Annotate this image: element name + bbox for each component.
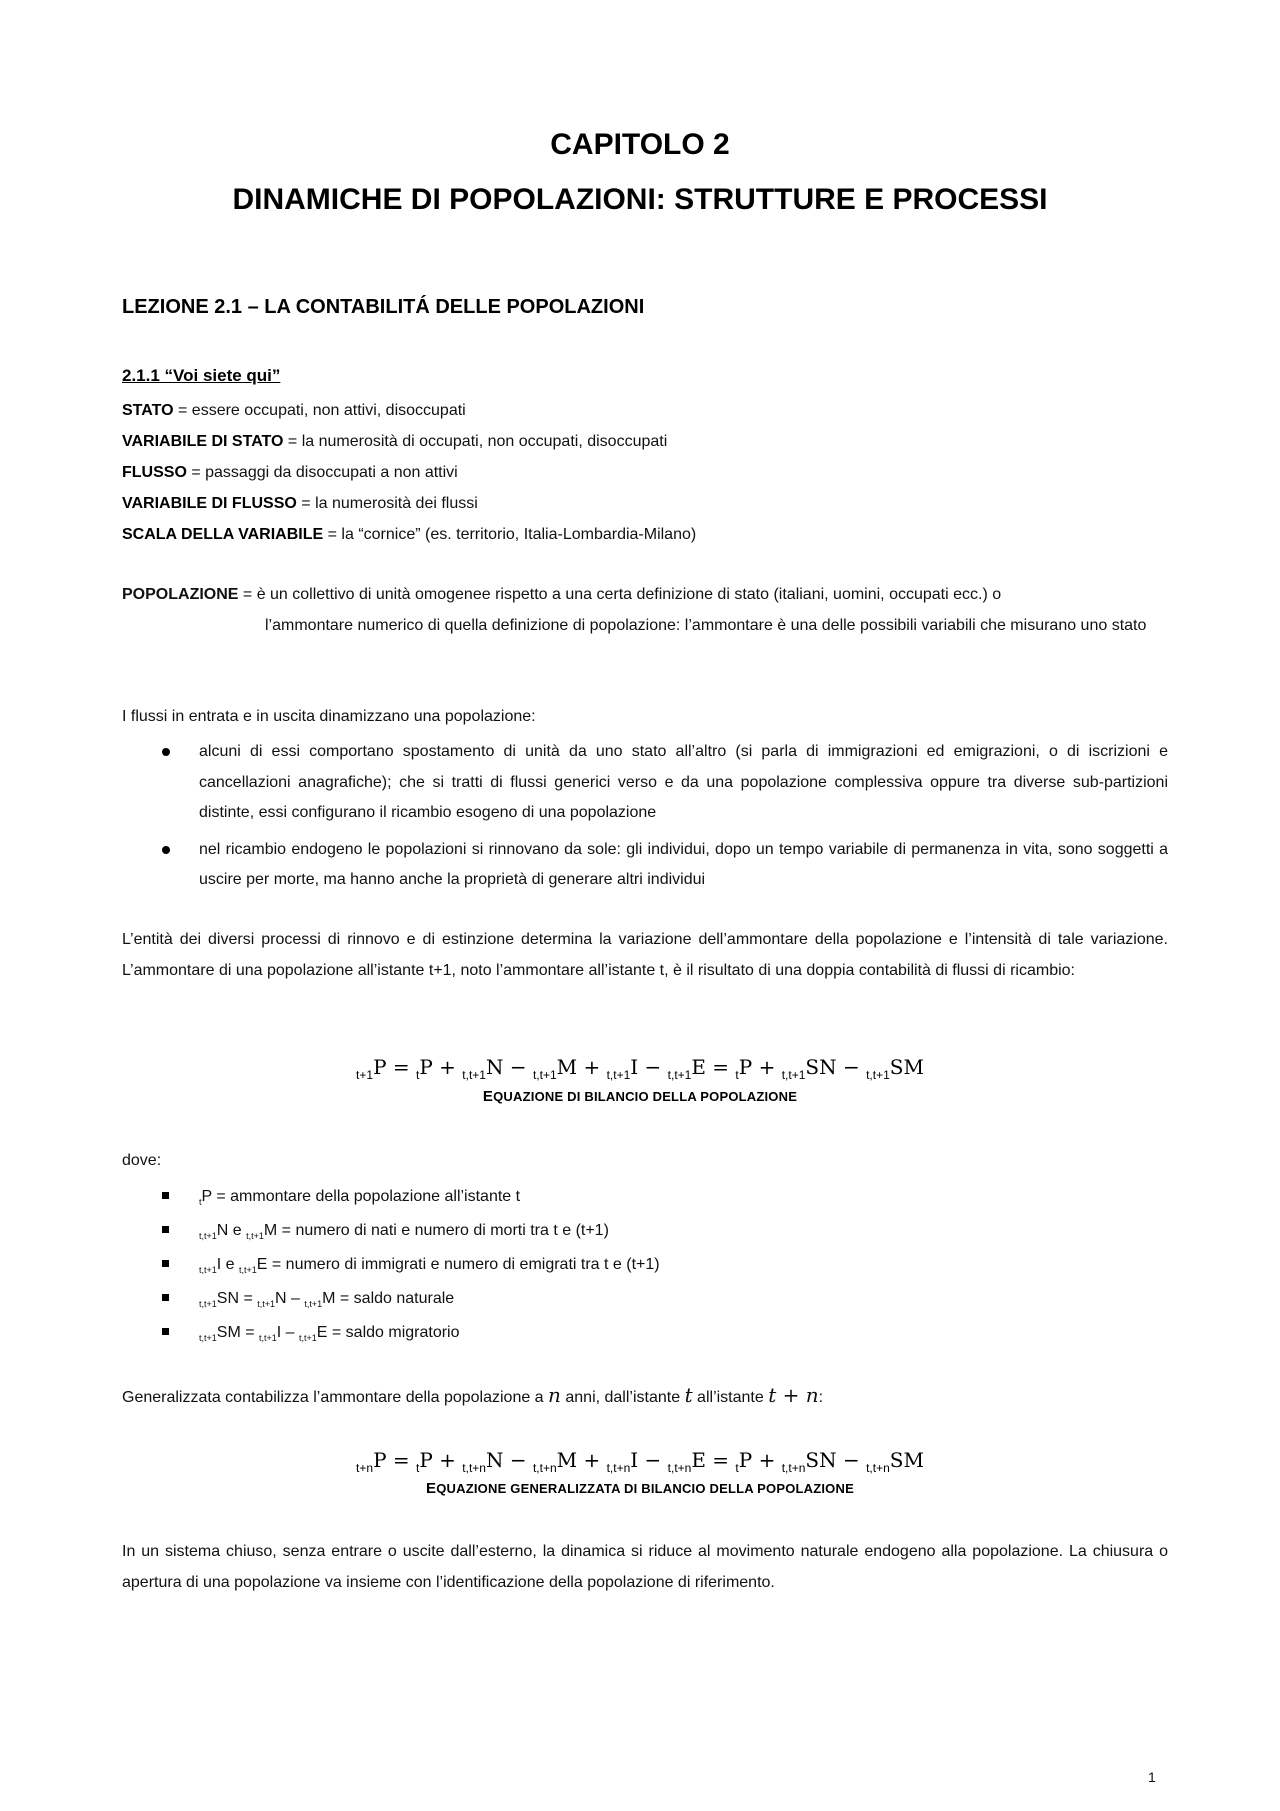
legend-list [122,1180,1122,1350]
definition-item [122,488,1172,519]
definitions-list [122,395,1172,550]
bullet-list [122,737,1168,902]
square-bullet-icon [162,1294,169,1301]
dove-label: dove: [122,1152,162,1169]
definition-text: = la numerosità di occupati, non occupati, disoccupati [283,433,668,450]
bullet-text: alcuni di essi comportano spostamento di unità da uno stato all’altro (si parla di immigrazioni ed emigrazioni, o di iscrizioni e cancellazioni anagrafiche); che si tratti di flussi generici verso e da una popolazione complessiva oppure tra diverse sub-partizioni distinte, essi configurano il ricambio esogeno di una popolazione [199,743,1168,821]
lesson-heading: LEZIONE 2.1 – LA CONTABILITÁ DELLE POPOLAZIONI [122,296,645,318]
bullet-dot-icon [162,846,170,854]
square-bullet-icon [162,1226,169,1233]
definition-term: VARIABILE DI FLUSSO [122,495,297,512]
bullet-item [122,737,1168,829]
legend-item: $_t$P = ammontare della popolazione all’istante t [122,1180,1122,1214]
legend-item: $_{t,t+1}$SN = $_{t,t+1}$N – $_{t,t+1}$M = saldo naturale [122,1282,1122,1316]
chapter-subtitle: DINAMICHE DI POPOLAZIONI: STRUTTURE E PROCESSI [232,183,1048,216]
definition-term: STATO [122,402,174,419]
legend-item: $_{t,t+1}$N e $_{t,t+1}$M = numero di nati e numero di morti tra t e (t+1) [122,1214,1122,1248]
popolazione-definition [122,580,1168,641]
legend-item: $_{t,t+1}$I e $_{t,t+1}$E = numero di immigrati e numero di emigrati tra t e (t+1) [122,1248,1122,1282]
definition-item [122,519,1172,550]
popolazione-term: POPOLAZIONE [122,586,239,603]
paragraph-entita: L’entità dei diversi processi di rinnovo e di estinzione determina la variazione dell’ammontare della popolazione e l’intensità di tale variazione. L’ammontare di una popolazione all’istante t+1, noto l’ammontare all’istante t, è il risultato di una doppia contabilità di flussi di ricambio: [122,931,1168,979]
section-heading: 2.1.1 “Voi siete qui” [122,366,281,385]
definition-item [122,426,1172,457]
square-bullet-icon [162,1328,169,1335]
definition-item [122,395,1172,426]
definition-text: = la numerosità dei flussi [296,495,478,512]
bullet-dot-icon [162,748,170,756]
equation-generalizzata: $_{t+n}$P = $_t$P + $_{t,t+n}$N − $_{t,t+n}$M + $_{t,t+n}$I − $_{t,t+n}$E = $_t$P + $_{t,t+n}$SN − $_{t,t+n}$SM [356,1448,924,1475]
definition-term: FLUSSO [122,464,187,481]
definition-term: VARIABILE DI STATO [122,433,284,450]
bullet-text: nel ricambio endogeno le popolazioni si rinnovano da sole: gli individui, dopo un tempo variabile di permanenza in vita, sono soggetti a uscire per morte, ma hanno anche la proprietà di generare altri individui [199,840,1168,888]
definition-text: = essere occupati, non attivi, disoccupati [173,402,466,419]
generalizzata-sentence: Generalizzata contabilizza l’ammontare della popolazione a n anni, dall’istante t all’istante t + n: [122,1383,824,1407]
square-bullet-icon [162,1192,169,1199]
popolazione-text-rest: l’ammontare numerico di quella definizione di popolazione: l’ammontare è una delle possibili variabili che misurano uno stato [265,616,1147,634]
chapter-title: CAPITOLO 2 [550,128,730,161]
equation-generalizzata-caption: EQUAZIONE GENERALIZZATA DI BILANCIO DELLA POPOLAZIONE [426,1480,854,1497]
bullet-item [122,835,1168,896]
popolazione-text-first: = è un collettivo di unità omogenee rispetto a una certa definizione di stato (italiani, uomini, occupati ecc.) o [238,586,1002,603]
legend-item: $_{t,t+1}$SM = $_{t,t+1}$I – $_{t,t+1}$E = saldo migratorio [122,1316,1122,1350]
equation-bilancio: $_{t+1}$P = $_t$P + $_{t,t+1}$N − $_{t,t+1}$M + $_{t,t+1}$I − $_{t,t+1}$E = $_t$P + $_{t,t+1}$SN − $_{t,t+1}$SM [356,1055,924,1082]
definition-text: = la “cornice” (es. territorio, Italia-Lombardia-Milano) [323,526,697,543]
equation-bilancio-caption: EQUAZIONE DI BILANCIO DELLA POPOLAZIONE [482,1088,798,1105]
paragraph-chiuso: In un sistema chiuso, senza entrare o uscite dall’esterno, la dinamica si riduce al movimento naturale endogeno alla popolazione. La chiusura o apertura di una popolazione va insieme con l’identificazione della popolazione di riferimento. [122,1543,1168,1591]
definition-item [122,457,1172,488]
square-bullet-icon [162,1260,169,1267]
page-number: 1 [1148,1769,1156,1785]
flussi-intro: I flussi in entrata e in uscita dinamizzano una popolazione: [122,708,536,725]
definition-text: = passaggi da disoccupati a non attivi [186,464,458,481]
definition-term: SCALA DELLA VARIABILE [122,526,324,543]
